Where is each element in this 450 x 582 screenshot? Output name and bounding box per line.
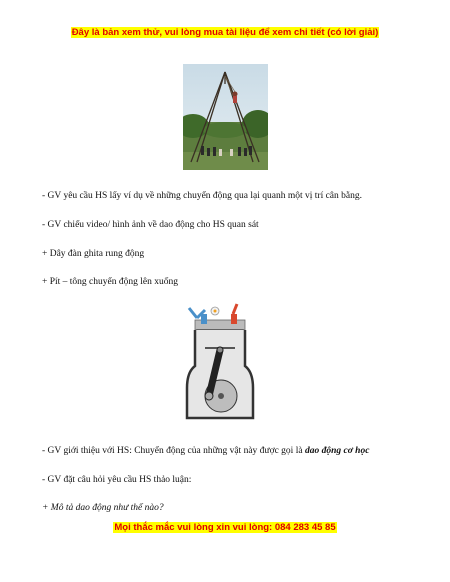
contact-banner-text: Mọi thắc mắc vui lòng xin vui lòng: 084 283 45 85 — [114, 522, 336, 533]
intro-text: - GV giới thiệu với HS: Chuyển động của những vật này được gọi là — [42, 446, 305, 456]
paragraph-piston: + Pít – tông chuyển động lên xuống — [42, 277, 178, 287]
piston-engine-diagram — [175, 300, 265, 435]
contact-banner — [0, 522, 450, 533]
swing-photo — [183, 64, 268, 170]
question-describe-oscillation: + Mô tả dao động như thế nào? — [42, 503, 164, 513]
paragraph-example-request: - GV yêu cầu HS lấy ví dụ về những chuyển động qua lại quanh một vị trí cân bằng. — [42, 191, 362, 201]
preview-banner-text: Đây là bản xem thử, vui lòng mua tài liệu để xem chi tiết (có lời giải) — [71, 27, 379, 38]
mechanical-oscillation-term: dao động cơ học — [304, 446, 370, 456]
paragraph-discussion: - GV đặt câu hỏi yêu cầu HS thảo luận: — [42, 475, 192, 485]
paragraph-intro-mechanical-oscillation — [42, 446, 369, 456]
preview-banner — [0, 27, 450, 38]
paragraph-show-video: - GV chiếu video/ hình ảnh về dao động cho HS quan sát — [42, 220, 259, 230]
paragraph-guitar-string: + Dây đàn ghita rung động — [42, 249, 145, 259]
